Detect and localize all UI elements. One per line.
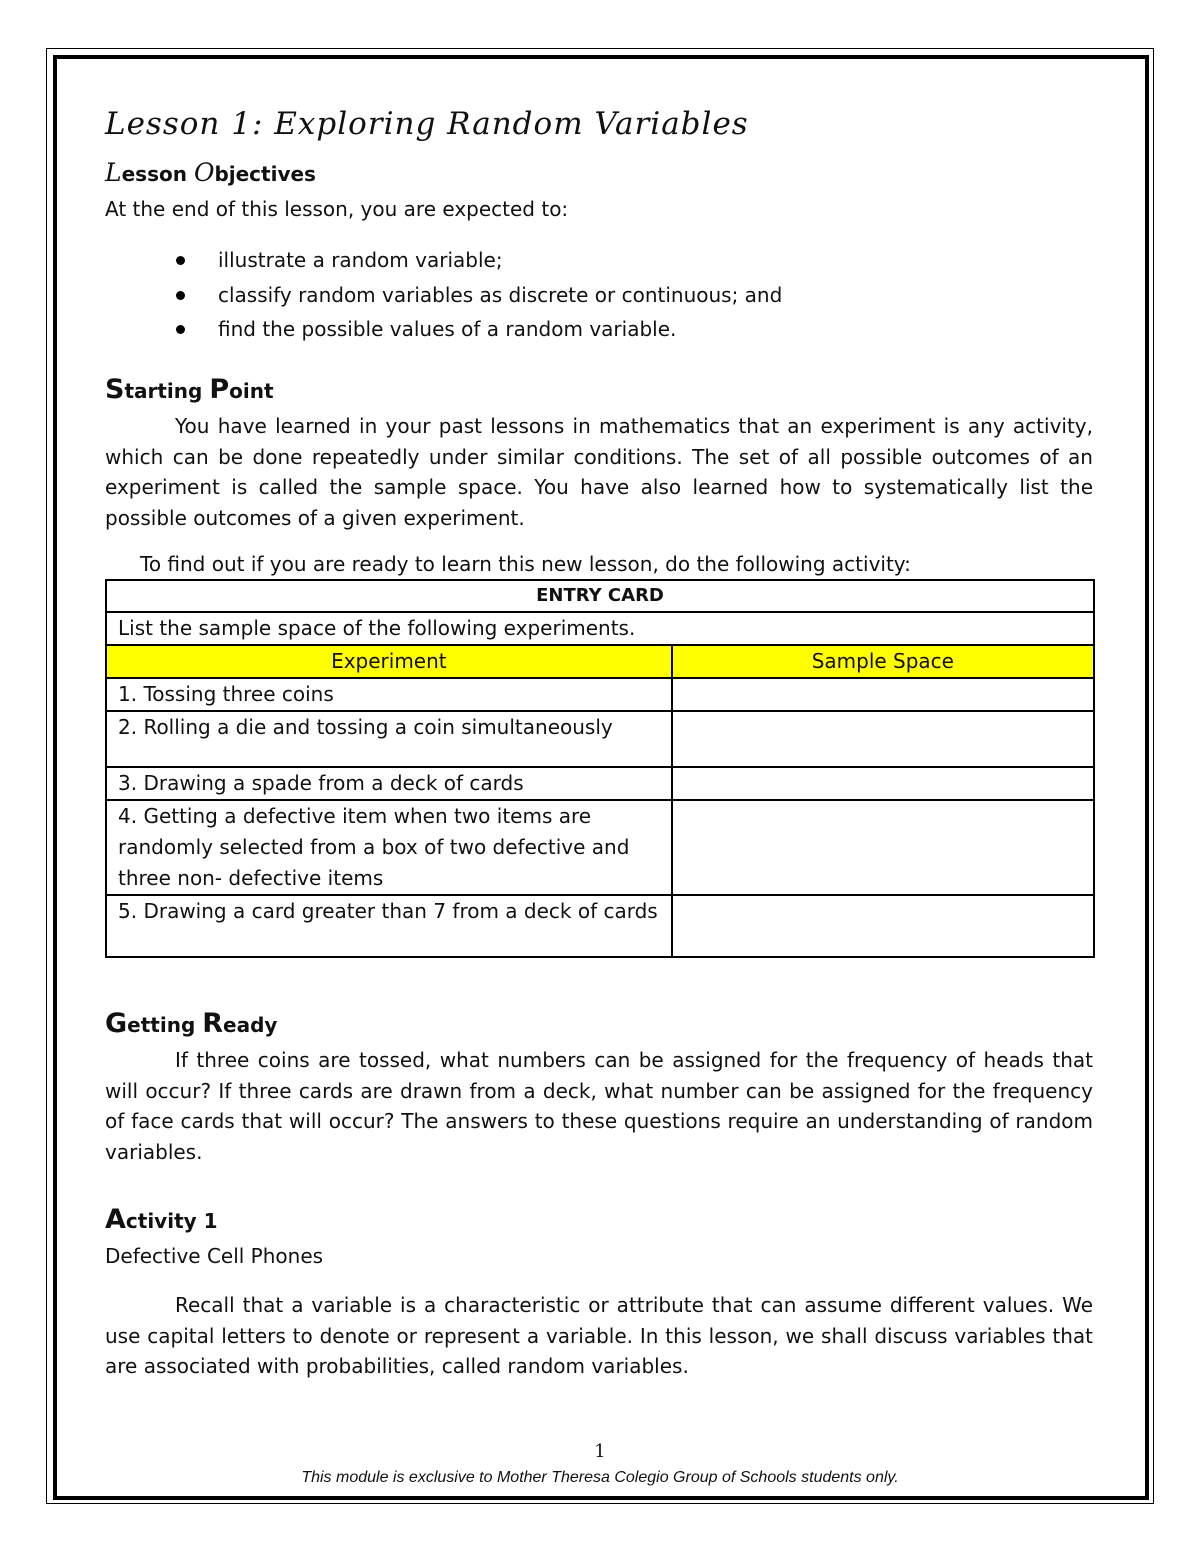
heading-initial: G <box>105 1008 128 1039</box>
footer-note: This module is exclusive to Mother Theresa Colegio Group of Schools students only. <box>301 1469 899 1486</box>
objective-item: classify random variables as discrete or continuous; and <box>105 278 782 313</box>
objectives-intro: At the end of this lesson, you are expected to: <box>105 197 569 221</box>
objective-item: find the possible values of a random variable. <box>105 312 782 347</box>
sample-space-cell[interactable] <box>672 895 1094 957</box>
activity1-subtitle: Defective Cell Phones <box>105 1244 324 1268</box>
objective-item: illustrate a random variable; <box>105 243 782 278</box>
sample-space-cell[interactable] <box>672 678 1094 711</box>
heading-text: esson <box>121 162 194 186</box>
heading-initial: A <box>105 1204 126 1235</box>
heading-initial: R <box>202 1008 224 1039</box>
experiment-cell: 4. Getting a defective item when two items are randomly selected from a box of two defective and three non- defective items <box>106 800 672 895</box>
entry-card-title: ENTRY CARD <box>106 580 1094 612</box>
experiment-cell: 2. Rolling a die and tossing a coin simultaneously <box>106 711 672 767</box>
getting-ready-heading <box>105 1008 277 1039</box>
starting-point-heading <box>105 374 274 405</box>
activity1-heading <box>105 1204 218 1235</box>
entry-card-instruction: List the sample space of the following experiments. <box>106 612 1094 645</box>
heading-text: bjectives <box>214 162 316 186</box>
heading-text: ctivity 1 <box>125 1209 218 1233</box>
heading-text: oint <box>229 379 274 403</box>
sample-space-cell[interactable] <box>672 767 1094 800</box>
heading-initial: S <box>105 374 125 405</box>
objectives-list <box>105 243 782 347</box>
getting-ready-paragraph: If three coins are tossed, what numbers can be assigned for the frequency of heads that will occur? If three cards are drawn from a deck, what number can be assigned for the frequency of face cards that will occur? The answers to these questions require an understanding of random variables. <box>105 1048 1093 1164</box>
entry-card-table <box>105 579 1095 958</box>
heading-initial: O <box>193 158 215 187</box>
experiment-cell: 3. Drawing a spade from a deck of cards <box>106 767 672 800</box>
objectives-heading <box>105 158 316 187</box>
experiment-cell: 1. Tossing three coins <box>106 678 672 711</box>
heading-initial: L <box>105 158 122 187</box>
activity1-paragraph: Recall that a variable is a characteristic or attribute that can assume different values. We use capital letters to denote or represent a variable. In this lesson, we shall discuss variables that are associated with probabilities, called random variables. <box>105 1293 1093 1378</box>
heading-initial: P <box>209 374 230 405</box>
sample-space-cell[interactable] <box>672 711 1094 767</box>
heading-text: tarting <box>124 379 210 403</box>
starting-point-paragraph: You have learned in your past lessons in mathematics that an experiment is any activity, which can be done repeatedly under similar conditions. The set of all possible outcomes of an experiment is called the sample space. You have also learned how to systematically list the possible outcomes of a given experiment. <box>105 414 1093 530</box>
heading-text: eady <box>223 1013 278 1037</box>
lesson-title: Lesson 1: Exploring Random Variables <box>105 106 749 142</box>
column-header-experiment: Experiment <box>106 645 672 678</box>
sample-space-cell[interactable] <box>672 800 1094 895</box>
experiment-cell: 5. Drawing a card greater than 7 from a deck of cards <box>106 895 672 957</box>
page-number: 1 <box>594 1441 606 1462</box>
column-header-sample-space: Sample Space <box>672 645 1094 678</box>
activity-intro: To find out if you are ready to learn this new lesson, do the following activity: <box>140 552 911 576</box>
heading-text: etting <box>127 1013 203 1037</box>
